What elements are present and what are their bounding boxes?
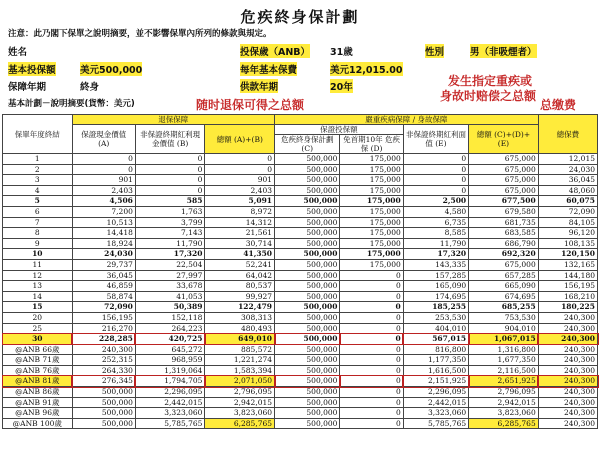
- table-cell: 240,300: [538, 397, 597, 408]
- sum-label: 基本投保額: [8, 62, 56, 76]
- table-row: [3, 238, 598, 249]
- table-cell: 48,060: [538, 185, 597, 196]
- name-label: 姓名: [8, 47, 28, 58]
- table-cell: 175,000: [340, 185, 403, 196]
- table-cell: 6: [3, 206, 73, 217]
- table-cell: 2,651,925: [469, 376, 539, 387]
- table-cell: 5,785,765: [135, 418, 205, 429]
- table-cell: 500,000: [275, 376, 340, 387]
- table-cell: 4: [3, 185, 73, 196]
- table-cell: 96,120: [538, 228, 597, 239]
- table-cell: 2,796,095: [469, 387, 539, 398]
- table-cell: 3: [3, 175, 73, 186]
- header-ab: 總額 (A)+(B): [205, 125, 275, 154]
- header-a: 保證現金價值 (A): [72, 125, 135, 154]
- premium-label: 每年基本保費: [240, 62, 297, 76]
- table-cell: 41,053: [135, 291, 205, 302]
- table-cell: 500,000: [275, 302, 340, 313]
- table-cell: 692,320: [469, 249, 539, 260]
- table-cell: 0: [340, 281, 403, 292]
- table-row: [3, 365, 598, 376]
- table-cell: 7: [3, 217, 73, 228]
- table-cell: 175,000: [340, 164, 403, 175]
- table-row: [3, 418, 598, 429]
- table-cell: 500,000: [275, 418, 340, 429]
- table-cell: 185,255: [403, 302, 468, 313]
- table-cell: 18,924: [72, 238, 135, 249]
- table-cell: 30: [3, 334, 73, 345]
- table-cell: 1: [3, 154, 73, 165]
- premium-annotation: 总缴费: [540, 98, 577, 112]
- table-cell: 683,585: [469, 228, 539, 239]
- table-cell: 0: [340, 355, 403, 366]
- table-cell: 175,000: [340, 217, 403, 228]
- table-cell: 12: [3, 270, 73, 281]
- table-cell: 500,000: [275, 154, 340, 165]
- table-cell: 480,493: [205, 323, 275, 334]
- header-b: 非保證終期紅利現金價值 (B): [135, 125, 205, 154]
- table-row: [3, 397, 598, 408]
- table-cell: 675,000: [469, 154, 539, 165]
- table-cell: 0: [403, 185, 468, 196]
- table-cell: @ANB 76歲: [3, 365, 73, 376]
- table-cell: 1,677,350: [469, 355, 539, 366]
- table-row: [3, 185, 598, 196]
- table-cell: 1,221,274: [205, 355, 275, 366]
- table-cell: 27,997: [135, 270, 205, 281]
- table-cell: 674,695: [469, 291, 539, 302]
- table-cell: 3,323,060: [403, 408, 468, 419]
- table-cell: 264,223: [135, 323, 205, 334]
- table-cell: 228,285: [72, 334, 135, 345]
- table-cell: 404,010: [403, 323, 468, 334]
- table-row: [3, 312, 598, 323]
- table-cell: 3,823,060: [205, 408, 275, 419]
- table-cell: 1,794,705: [135, 376, 205, 387]
- table-row: [3, 154, 598, 165]
- table-cell: @ANB 66歲: [3, 344, 73, 355]
- age-value: 31歲: [330, 47, 353, 58]
- table-cell: 0: [72, 164, 135, 175]
- table-cell: 677,500: [469, 196, 539, 207]
- table-cell: 175,000: [340, 175, 403, 186]
- table-cell: 0: [340, 376, 403, 387]
- table-cell: 0: [135, 185, 205, 196]
- table-cell: 240,300: [538, 387, 597, 398]
- table-cell: @ANB 91歲: [3, 397, 73, 408]
- premium-value: 美元12,015.00: [330, 62, 403, 76]
- table-cell: 64,042: [205, 270, 275, 281]
- table-cell: 175,000: [340, 259, 403, 270]
- table-cell: 0: [340, 312, 403, 323]
- table-cell: 901: [72, 175, 135, 186]
- table-cell: 2,442,015: [135, 397, 205, 408]
- table-cell: 500,000: [275, 344, 340, 355]
- table-cell: @ANB 96歲: [3, 408, 73, 419]
- table-cell: 500,000: [72, 408, 135, 419]
- table-cell: 20: [3, 312, 73, 323]
- table-body: [3, 154, 598, 429]
- table-row: [3, 164, 598, 175]
- header-year: 保單年度終結: [3, 115, 73, 154]
- table-cell: 46,859: [72, 281, 135, 292]
- table-cell: 8: [3, 228, 73, 239]
- table-cell: 5,091: [205, 196, 275, 207]
- table-cell: @ANB 71歲: [3, 355, 73, 366]
- table-cell: 0: [340, 270, 403, 281]
- table-cell: 2,403: [72, 185, 135, 196]
- table-cell: 175,000: [340, 228, 403, 239]
- table-cell: 500,000: [275, 185, 340, 196]
- table-cell: 567,015: [403, 334, 468, 345]
- table-cell: 500,000: [72, 418, 135, 429]
- header-premium: 總保費: [538, 115, 597, 154]
- table-cell: 24,030: [538, 164, 597, 175]
- table-cell: 0: [340, 365, 403, 376]
- table-cell: 0: [340, 397, 403, 408]
- table-cell: 7,200: [72, 206, 135, 217]
- table-cell: 1,316,800: [469, 344, 539, 355]
- table-cell: 24,030: [72, 249, 135, 260]
- table-cell: 0: [340, 334, 403, 345]
- table-cell: 240,300: [72, 344, 135, 355]
- table-cell: 144,180: [538, 270, 597, 281]
- table-cell: 157,285: [403, 270, 468, 281]
- table-cell: 500,000: [275, 259, 340, 270]
- table-cell: 500,000: [275, 312, 340, 323]
- table-cell: 41,350: [205, 249, 275, 260]
- page-title: 危疾終身保計劃: [240, 8, 360, 26]
- table-cell: 240,300: [538, 355, 597, 366]
- table-cell: 10,513: [72, 217, 135, 228]
- table-cell: 753,530: [469, 312, 539, 323]
- table-cell: 500,000: [275, 355, 340, 366]
- table-cell: 679,580: [469, 206, 539, 217]
- table-row: [3, 270, 598, 281]
- table-row: [3, 408, 598, 419]
- table-cell: 0: [340, 344, 403, 355]
- table-cell: 36,045: [72, 270, 135, 281]
- table-cell: 168,210: [538, 291, 597, 302]
- table-cell: 4,580: [403, 206, 468, 217]
- table-cell: 0: [340, 291, 403, 302]
- table-cell: 500,000: [72, 387, 135, 398]
- table-cell: 22,504: [135, 259, 205, 270]
- table-cell: 500,000: [275, 334, 340, 345]
- table-cell: 13: [3, 281, 73, 292]
- table-cell: 99,927: [205, 291, 275, 302]
- table-cell: 0: [403, 164, 468, 175]
- table-cell: 120,150: [538, 249, 597, 260]
- table-cell: 240,300: [538, 312, 597, 323]
- table-cell: 21,561: [205, 228, 275, 239]
- table-cell: 14: [3, 291, 73, 302]
- table-cell: 675,000: [469, 175, 539, 186]
- death-annotation-2: 身故时赔偿之总额: [440, 89, 537, 103]
- table-cell: 0: [340, 387, 403, 398]
- table-cell: 686,790: [469, 238, 539, 249]
- table-row: [3, 291, 598, 302]
- table-cell: 84,105: [538, 217, 597, 228]
- table-cell: 0: [340, 323, 403, 334]
- header-c: 危疾終身保計劃 (C): [275, 135, 340, 154]
- table-cell: 276,345: [72, 376, 135, 387]
- table-cell: 58,874: [72, 291, 135, 302]
- table-cell: 12,015: [538, 154, 597, 165]
- table-cell: 6,735: [403, 217, 468, 228]
- table-cell: 216,270: [72, 323, 135, 334]
- table-cell: 252,315: [72, 355, 135, 366]
- table-cell: 240,300: [538, 344, 597, 355]
- table-cell: 264,330: [72, 365, 135, 376]
- table-cell: 5: [3, 196, 73, 207]
- table-cell: 500,000: [275, 217, 340, 228]
- table-cell: 165,090: [403, 281, 468, 292]
- death-annotation: 发生指定重疾或: [448, 74, 533, 88]
- sum-value: 美元500,000: [80, 62, 142, 76]
- table-cell: 175,000: [340, 238, 403, 249]
- table-cell: 4,506: [72, 196, 135, 207]
- table-cell: 60,075: [538, 196, 597, 207]
- table-cell: 1,583,394: [205, 365, 275, 376]
- header-d: 免首期10年 危疾保 (D): [340, 135, 403, 154]
- table-cell: 420,725: [135, 334, 205, 345]
- table-cell: 152,118: [135, 312, 205, 323]
- header-e: 非保證終期紅利面值 (E): [403, 125, 468, 154]
- table-cell: 2,071,050: [205, 376, 275, 387]
- benefit-table: [2, 114, 598, 429]
- table-cell: 2: [3, 164, 73, 175]
- table-cell: 1,319,064: [135, 365, 205, 376]
- table-cell: @ANB 100歲: [3, 418, 73, 429]
- table-cell: 585: [135, 196, 205, 207]
- table-cell: 500,000: [275, 323, 340, 334]
- gender-value: 男（非吸煙者）: [470, 44, 537, 58]
- table-cell: 175,000: [340, 249, 403, 260]
- table-cell: 2,500: [403, 196, 468, 207]
- plan-header: 基本計劃－說明摘要(貨幣：美元): [8, 99, 135, 109]
- table-cell: 665,090: [469, 281, 539, 292]
- table-cell: 11,790: [403, 238, 468, 249]
- table-cell: 156,195: [72, 312, 135, 323]
- table-cell: 1,067,015: [469, 334, 539, 345]
- table-cell: 3,799: [135, 217, 205, 228]
- table-cell: 240,300: [538, 418, 597, 429]
- table-cell: 3,823,060: [469, 408, 539, 419]
- table-cell: 72,090: [72, 302, 135, 313]
- group-guaranteed: 保證投保額: [275, 125, 404, 135]
- table-cell: 240,300: [538, 323, 597, 334]
- table-cell: 675,000: [469, 259, 539, 270]
- table-cell: 240,300: [538, 376, 597, 387]
- table-cell: 308,313: [205, 312, 275, 323]
- gender-label: 性別: [425, 44, 444, 58]
- group-surrender: 退保保障: [72, 115, 274, 125]
- table-cell: 5,785,765: [403, 418, 468, 429]
- table-cell: 2,296,095: [403, 387, 468, 398]
- table-cell: 1,763: [135, 206, 205, 217]
- table-row: [3, 302, 598, 313]
- table-cell: 2,942,015: [469, 397, 539, 408]
- table-cell: 500,000: [275, 281, 340, 292]
- table-cell: 500,000: [275, 164, 340, 175]
- table-cell: 36,045: [538, 175, 597, 186]
- table-cell: 0: [340, 302, 403, 313]
- table-cell: 500,000: [275, 249, 340, 260]
- table-cell: 240,300: [538, 365, 597, 376]
- table-cell: 500,000: [275, 270, 340, 281]
- table-cell: 143,335: [403, 259, 468, 270]
- table-cell: 500,000: [275, 291, 340, 302]
- table-cell: 174,695: [403, 291, 468, 302]
- table-cell: 904,010: [469, 323, 539, 334]
- table-cell: 2,942,015: [205, 397, 275, 408]
- table-cell: 0: [403, 154, 468, 165]
- table-cell: 685,255: [469, 302, 539, 313]
- table-cell: 2,296,095: [135, 387, 205, 398]
- table-cell: 0: [403, 175, 468, 186]
- table-row: [3, 175, 598, 186]
- table-cell: 72,090: [538, 206, 597, 217]
- table-row: [3, 249, 598, 260]
- table-cell: 500,000: [275, 175, 340, 186]
- table-cell: 0: [205, 154, 275, 165]
- table-cell: 132,165: [538, 259, 597, 270]
- table-row: [3, 334, 598, 345]
- table-cell: 80,537: [205, 281, 275, 292]
- table-cell: 175,000: [340, 154, 403, 165]
- table-cell: 500,000: [275, 206, 340, 217]
- table-cell: 675,000: [469, 164, 539, 175]
- table-cell: 8,972: [205, 206, 275, 217]
- table-cell: 500,000: [275, 196, 340, 207]
- table-row: [3, 355, 598, 366]
- table-cell: 0: [135, 164, 205, 175]
- table-cell: 29,737: [72, 259, 135, 270]
- table-cell: 8,585: [403, 228, 468, 239]
- table-cell: 2,151,925: [403, 376, 468, 387]
- table-cell: 180,225: [538, 302, 597, 313]
- table-row: [3, 196, 598, 207]
- age-label: 投保歲（ANB）: [240, 44, 310, 58]
- table-cell: 10: [3, 249, 73, 260]
- table-cell: 649,010: [205, 334, 275, 345]
- table-cell: 500,000: [275, 397, 340, 408]
- payterm-label: 供款年期: [240, 79, 278, 93]
- table-cell: 675,000: [469, 185, 539, 196]
- table-cell: 0: [135, 154, 205, 165]
- table-cell: 500,000: [275, 365, 340, 376]
- table-cell: 2,116,500: [469, 365, 539, 376]
- table-cell: 240,300: [538, 334, 597, 345]
- table-cell: 657,285: [469, 270, 539, 281]
- table-row: [3, 323, 598, 334]
- table-cell: 7,143: [135, 228, 205, 239]
- surrender-annotation: 随时退保可得之总额: [196, 98, 305, 112]
- table-cell: 0: [340, 408, 403, 419]
- table-cell: 6,285,765: [205, 418, 275, 429]
- table-cell: 1,177,350: [403, 355, 468, 366]
- table-cell: 500,000: [72, 397, 135, 408]
- table-cell: @ANB 81歲: [3, 376, 73, 387]
- table-cell: 50,389: [135, 302, 205, 313]
- table-cell: 108,135: [538, 238, 597, 249]
- header-cde: 總額 (C)+(D)+(E): [469, 125, 539, 154]
- table-cell: 30,714: [205, 238, 275, 249]
- table-cell: 11: [3, 259, 73, 270]
- table-cell: 500,000: [275, 238, 340, 249]
- payterm-value: 20年: [330, 79, 353, 93]
- table-cell: 816,800: [403, 344, 468, 355]
- table-cell: 11,790: [135, 238, 205, 249]
- table-cell: 156,195: [538, 281, 597, 292]
- table-cell: 9: [3, 238, 73, 249]
- table-cell: 2,796,095: [205, 387, 275, 398]
- table-cell: 175,000: [340, 196, 403, 207]
- table-cell: 3,323,060: [135, 408, 205, 419]
- table-cell: 500,000: [275, 387, 340, 398]
- table-cell: 122,479: [205, 302, 275, 313]
- table-cell: 6,285,765: [469, 418, 539, 429]
- group-death: 嚴重疾病保障 / 身故保障: [275, 115, 539, 125]
- table-cell: 645,272: [135, 344, 205, 355]
- table-cell: 33,678: [135, 281, 205, 292]
- table-cell: 14,312: [205, 217, 275, 228]
- table-row: [3, 217, 598, 228]
- table-cell: 15: [3, 302, 73, 313]
- table-row: [3, 387, 598, 398]
- table-cell: 52,241: [205, 259, 275, 270]
- table-cell: 901: [205, 175, 275, 186]
- table-cell: 14,418: [72, 228, 135, 239]
- table-cell: 2,403: [205, 185, 275, 196]
- table-cell: @ANB 86歲: [3, 387, 73, 398]
- table-cell: 2,442,015: [403, 397, 468, 408]
- table-cell: 681,735: [469, 217, 539, 228]
- table-cell: 240,300: [538, 408, 597, 419]
- table-row: [3, 344, 598, 355]
- table-row: [3, 228, 598, 239]
- table-cell: 25: [3, 323, 73, 334]
- table-cell: 500,000: [275, 408, 340, 419]
- table-cell: 17,320: [403, 249, 468, 260]
- term-value: 終身: [80, 82, 100, 93]
- table-cell: 968,959: [135, 355, 205, 366]
- table-cell: 500,000: [275, 228, 340, 239]
- table-cell: 17,320: [135, 249, 205, 260]
- term-label: 保障年期: [8, 82, 47, 93]
- table-cell: 0: [205, 164, 275, 175]
- table-cell: 0: [340, 418, 403, 429]
- table-cell: 0: [72, 154, 135, 165]
- table-row: [3, 206, 598, 217]
- table-row: [3, 281, 598, 292]
- table-cell: 1,616,500: [403, 365, 468, 376]
- table-row: [3, 259, 598, 270]
- notice-text: 注意：此乃閣下保單之說明摘要，並不影響保單內所列的條款與規定。: [8, 29, 272, 39]
- table-cell: 0: [135, 175, 205, 186]
- table-cell: 175,000: [340, 206, 403, 217]
- table-row: [3, 376, 598, 387]
- table-cell: 885,572: [205, 344, 275, 355]
- table-cell: 253,530: [403, 312, 468, 323]
